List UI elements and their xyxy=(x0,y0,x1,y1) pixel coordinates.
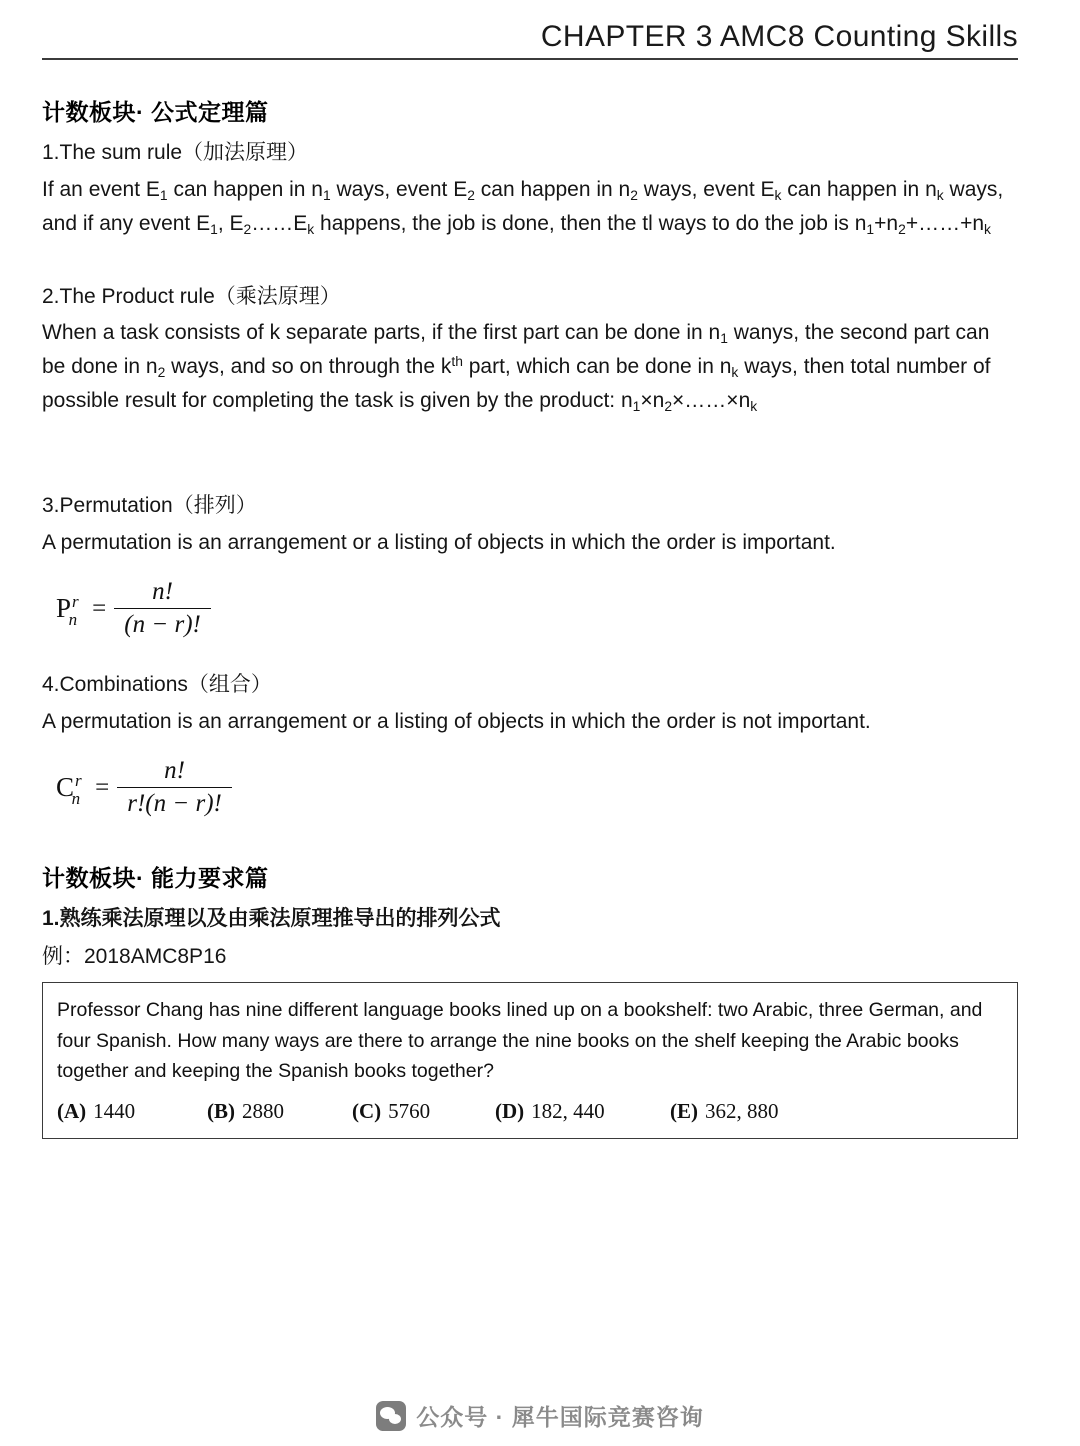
equals-sign: = xyxy=(95,773,110,801)
wechat-icon xyxy=(376,1401,406,1431)
header-divider xyxy=(42,58,1018,60)
requirement-text: 1.熟练乘法原理以及由乘法原理推导出的排列公式 xyxy=(42,907,501,931)
answer-choice-b[interactable] xyxy=(207,1099,352,1124)
answer-choice-d-label: (D) xyxy=(495,1098,525,1123)
answer-choice-c-value: 5760 xyxy=(388,1098,431,1123)
answer-choice-a-value: 1440 xyxy=(93,1098,136,1123)
problem-box xyxy=(42,982,1018,1138)
answer-choice-d-value: 182, 440 xyxy=(531,1098,605,1123)
formula-permutation-fraction: $\frac{n!}{(n - r)!}$ xyxy=(114,578,211,640)
item-body-permutation: A permutation is an arrangement or a listing of objects in which the order is important. xyxy=(42,530,836,554)
answer-choice-e-label: (E) xyxy=(670,1098,698,1123)
answer-choice-c[interactable] xyxy=(352,1099,495,1124)
item-body-combinations: A permutation is an arrangement or a listing of objects in which the order is not important. xyxy=(42,709,871,733)
answer-choices xyxy=(57,1099,1003,1124)
formula-permutation xyxy=(56,578,1018,640)
answer-choice-b-value: 2880 xyxy=(242,1098,284,1123)
spacer xyxy=(42,649,1018,663)
problem-statement: Professor Chang has nine different language books lined up on a bookshelf: two Arabic, three German, and four Spanish. How many ways are there to arrange the nine books on the shelf keeping the Arabic books together and keeping the Spanish books together? xyxy=(57,999,983,1083)
chapter-title: CHAPTER 3 AMC8 Counting Skills xyxy=(540,20,1018,53)
equals-sign: = xyxy=(92,594,107,622)
spacer xyxy=(42,241,1018,275)
item-title-product-rule: 2.The Product rule（乘法原理） xyxy=(42,284,341,308)
answer-choice-a[interactable] xyxy=(57,1099,207,1124)
page-header xyxy=(42,14,1018,60)
spacer xyxy=(42,418,1018,484)
answer-choice-d[interactable] xyxy=(495,1099,670,1124)
document-body xyxy=(42,76,1018,1139)
item-title-sum-rule: 1.The sum rule（加法原理） xyxy=(42,141,309,164)
footer-watermark xyxy=(0,1399,1080,1432)
answer-choice-e-value: 362, 880 xyxy=(705,1098,779,1123)
section-heading-skills: 计数板块· 能力要求篇 xyxy=(42,865,269,892)
item-title-permutation: 3.Permutation（排列） xyxy=(42,494,257,518)
answer-choice-c-label: (C) xyxy=(352,1098,382,1123)
watermark-text: 公众号 · 犀牛国际竞赛咨询 xyxy=(416,1404,704,1430)
section-heading-formulas: 计数板块· 公式定理篇 xyxy=(42,99,269,125)
item-title-combinations: 4.Combinations（组合） xyxy=(42,673,272,697)
example-label: 例：2018AMC8P16 xyxy=(42,944,227,968)
item-body-product-rule: When a task consists of k separate parts, if the first part can be done in $n_1$ wanys, the second part can be done in $n_2$ ways, and so on through the $k^{th}$ part, which can be done in $n_k$ ways, then total number of possible result for completing the task is given by the product: $n_1\times n_2\times\dots\dots\times n_k$ xyxy=(42,321,991,415)
answer-choice-a-label: (A) xyxy=(57,1098,87,1123)
item-body-sum-rule: If an event $E_1$ can happen in $n_1$ ways, event $E_2$ can happen in $n_2$ ways, event $E_k$ can happen in $n_k$ ways, and if any event $E_1$, $E_2\dots\dots E_k$ happens, the job is done, then the tl ways to do the job is $n_1+n_2+\dots\dots+n_k$ xyxy=(42,177,1004,237)
answer-choice-b-label: (B) xyxy=(207,1098,235,1123)
answer-choice-e[interactable] xyxy=(670,1099,830,1124)
formula-permutation-symbol: $P^r_n$ xyxy=(56,592,79,630)
formula-combinations-fraction: $\frac{n!}{r!(n - r)!}$ xyxy=(117,757,232,819)
spacer xyxy=(42,828,1018,842)
formula-combinations-symbol: $C^r_n$ xyxy=(56,771,82,809)
formula-combinations xyxy=(56,757,1018,819)
